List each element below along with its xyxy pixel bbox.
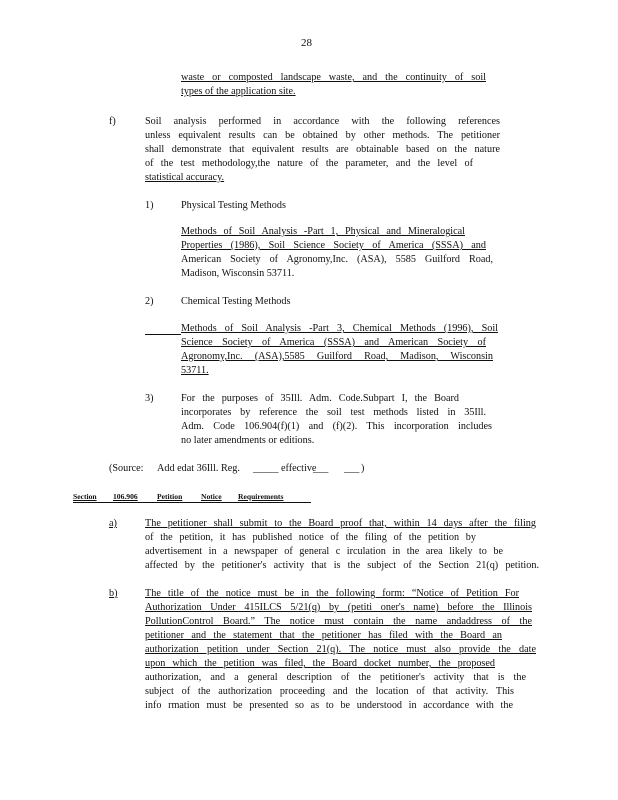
text-line: of the petition, it has published notice of the filing of the petition by [145, 532, 476, 543]
text-line: shall demonstrate that equivalent results are obtainable based on the nature [145, 144, 500, 155]
source-label: (Source: [109, 463, 144, 474]
text-line: of the test methodology,the nature of the parameter, and the level of [145, 158, 473, 169]
text-line: info rmation must be presented so as to be understood in accordance with the [145, 700, 513, 711]
text-line: 53711. [181, 365, 209, 376]
text-line: affected by the petitioner's activity that is the subject of the Section 21(q) petition. [145, 560, 539, 571]
text-line: unless equivalent results can be obtained by other methods. The petitioner [145, 130, 500, 141]
text-line: subject of the authorization proceeding and the location of that activity. This [145, 686, 514, 697]
text-line: no later amendments or editions. [181, 435, 315, 446]
text-line: Madison, Wisconsin 53711. [181, 268, 295, 279]
text-line: statistical accuracy. [145, 172, 225, 183]
text-line: Agronomy,Inc. (ASA),5585 Guilford Road, Madison, Wisconsin [181, 351, 493, 362]
section-number: 106.906 [113, 492, 138, 501]
source-blank: ___ [344, 463, 360, 474]
section-title-word: Notice [201, 492, 222, 501]
item-number: 2) [145, 296, 154, 307]
paragraph-marker: b) [109, 588, 118, 599]
text-line: authorization petition under Section 21(q). The notice must also provide the date [145, 644, 536, 655]
text-line: petitioner and the statement that the petitioner has filed with the Board an [145, 630, 502, 641]
text-line: Methods of Soil Analysis -Part 1, Physical and Mineralogical [181, 226, 465, 237]
source-added: Add edat 36Ill. Reg. [157, 463, 240, 474]
text-line: The title of the notice must be in the following form: “Notice of Petition For [145, 588, 519, 599]
text-line: Adm. Code 106.904(f)(1) and (f)(2). This incorporation includes [181, 421, 492, 432]
text-line: incorporates by reference the soil test methods listed in 35Ill. [181, 407, 486, 418]
underline-rule [145, 334, 181, 335]
text-line: Soil analysis performed in accordance with the following references [145, 116, 500, 127]
item-heading: Chemical Testing Methods [181, 296, 291, 307]
source-blank: _____ [253, 463, 279, 474]
section-title-word: Petition [157, 492, 183, 501]
text-line: Methods of Soil Analysis -Part 3, Chemical Methods (1996), Soil [181, 323, 498, 334]
text-line: For the purposes of 35Ill. Adm. Code.Subpart I, the Board [181, 393, 459, 404]
text-line: American Society of Agronomy,Inc. (ASA), 5585 Guilford Road, [181, 254, 493, 265]
item-heading: Physical Testing Methods [181, 200, 286, 211]
section-word: Section [73, 492, 97, 501]
paragraph-marker: f) [109, 116, 116, 127]
text-line: types of the application site. [181, 86, 296, 97]
item-number: 1) [145, 200, 154, 211]
source-close: ) [361, 463, 365, 474]
text-line: advertisement in a newspaper of general c irculation in the area likely to be [145, 546, 503, 557]
text-line: Authorization Under 415ILCS 5/21(q) by (petiti oner's name) before the Illinois [145, 602, 532, 613]
section-rule [73, 502, 311, 503]
source-effective: effective [281, 463, 317, 474]
source-blank: ___ [313, 463, 329, 474]
text-line: Science Society of America (SSSA) and American Society of [181, 337, 486, 348]
text-line: Properties (1986), Soil Science Society of America (SSSA) and [181, 240, 486, 251]
text-line: PollutionControl Board.” The notice must contain the name andaddress of the [145, 616, 532, 627]
item-number: 3) [145, 393, 154, 404]
paragraph-marker: a) [109, 518, 117, 529]
page-number: 28 [301, 37, 312, 49]
text-line: The petitioner shall submit to the Board proof that, within 14 days after the filing [145, 518, 536, 529]
text-line: waste or composted landscape waste, and the continuity of soil [181, 72, 486, 83]
section-title-word: Requirements [238, 492, 284, 501]
text-line: authorization, and a general description of the petitioner's activity that is the [145, 672, 526, 683]
text-line: upon which the petition was filed, the Board docket number, the proposed [145, 658, 495, 669]
